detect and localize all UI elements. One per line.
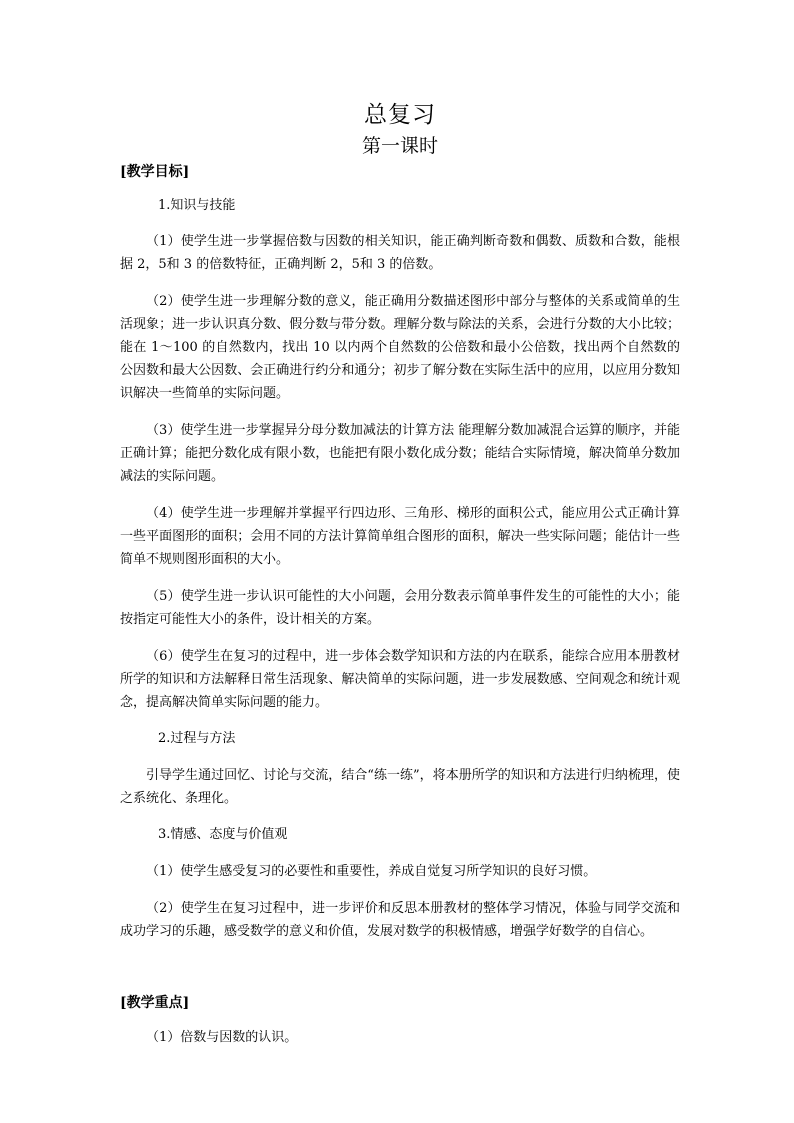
document-page	[120, 98, 680, 1049]
objectives-section	[120, 162, 680, 943]
objective-paragraph-4: （4）使学生进一步理解并掌握平行四边形、三角形、梯形的面积公式，能应用公式正确计算一些平面图形的面积；会用不同的方法计算简单组合图形的面积，解决一些实际问题；能估计一些简单不规则图形面积的大小。	[120, 506, 680, 567]
objective-paragraph-2: （2）使学生进一步理解分数的意义，能正确用分数描述图形中部分与整体的关系或简单的生活现象；进一步认识真分数、假分数与带分数。理解分数与除法的关系，会进行分数的大小比较；能在 1～100 的自然数内，找出 10 以内两个自然数的公倍数和最小公倍数，找出两个自然数的公因数和最大公因数、会正确进行约分和通分；初步了解分数在实际生活中的应用，以应用分数知识解决一些简单的实际问题。	[120, 294, 680, 401]
keypoints-section	[120, 993, 680, 1049]
objective-paragraph-3: （3）使学生进一步掌握异分母分数加减法的计算方法 能理解分数加减混合运算的顺序，并能正确计算；能把分数化成有限小数，也能把有限小数化成分数；能结合实际情境，解决简单分数加减法的实际问题。	[120, 423, 680, 484]
emotion-paragraph-1: （1）使学生感受复习的必要性和重要性，养成自觉复习所学知识的良好习惯。	[146, 864, 597, 879]
emotion-paragraph-2: （2）使学生在复习过程中，进一步评价和反思本册教材的整体学习情况，体验与同学交流和成功学习的乐趣，感受数学的意义和价值，发展对数学的积极情感，增强学好数学的自信心。	[120, 901, 680, 939]
objective-paragraph-5: （5）使学生进一步认识可能性的大小问题，会用分数表示简单事件发生的可能性的大小；能按指定可能性大小的条件，设计相关的方案。	[120, 589, 680, 627]
keypoints-heading: [教学重点]	[120, 995, 190, 1011]
objective-paragraph-1: （1）使学生进一步掌握倍数与因数的相关知识，能正确判断奇数和偶数、质数和合数，能根据 2，5和 3 的倍数特征，正确判断 2，5和 3 的倍数。	[120, 234, 680, 272]
process-method-paragraph: 引导学生通过回忆、讨论与交流，结合“练一练”，将本册所学的知识和方法进行归纳梳理，使之系统化、条理化。	[120, 768, 680, 806]
document-subtitle: 第一课时	[361, 135, 438, 157]
knowledge-skills-heading: 1.知识与技能	[158, 198, 236, 213]
objective-paragraph-6: （6）使学生在复习的过程中，进一步体会数学知识和方法的内在联系，能综合应用本册教材所学的知识和方法解释日常生活现象、解决简单的实际问题，进一步发展数感、空间观念和统计观念，提高解决简单实际问题的能力。	[120, 649, 680, 710]
keypoint-paragraph-1: （1）倍数与因数的认识。	[146, 1030, 298, 1045]
emotion-attitude-heading: 3.情感、态度与价值观	[158, 827, 288, 842]
objectives-heading: [教学目标]	[120, 164, 190, 180]
process-method-heading: 2.过程与方法	[158, 731, 236, 746]
document-title: 总复习	[364, 102, 436, 128]
